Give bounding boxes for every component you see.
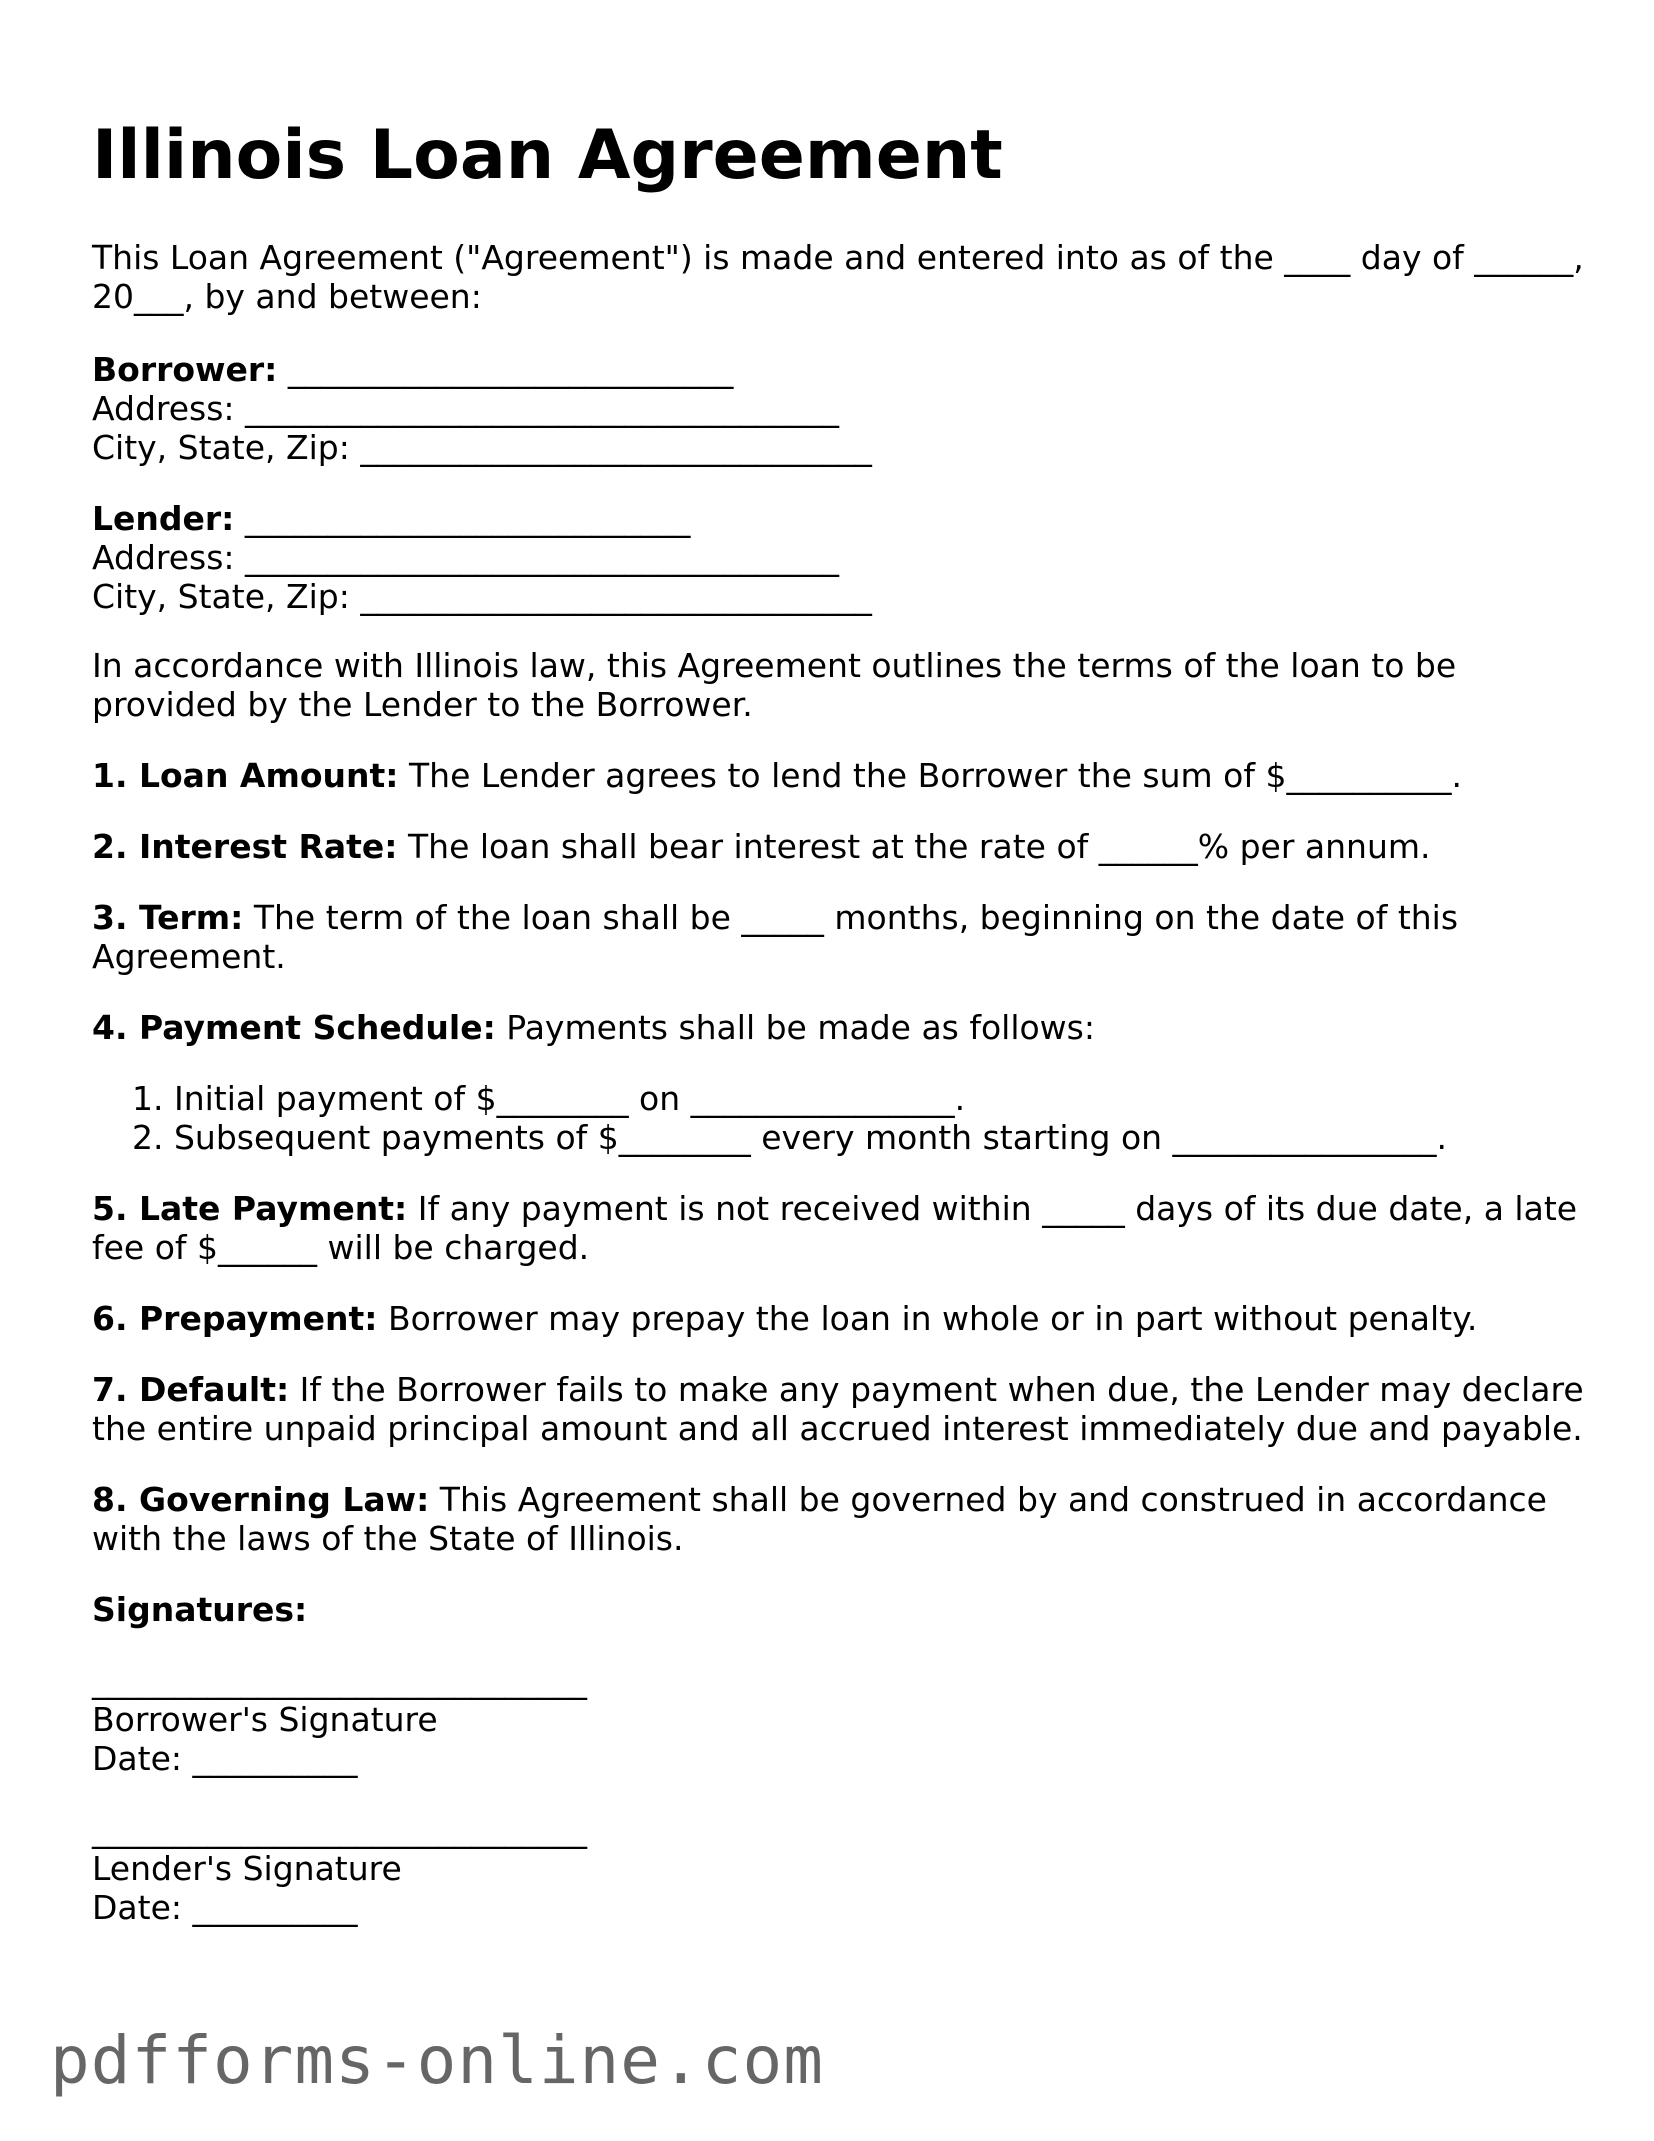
clause-4-text: Payments shall be made as follows: [495,1008,1095,1047]
clause-1-heading: 1. Loan Amount: [92,756,399,795]
clause-4-heading: 4. Payment Schedule: [92,1008,496,1047]
borrower-signature-label: Borrower's Signature [92,1700,438,1739]
accordance-line-1: In accordance with Illinois law, this Agreement outlines the terms of the loan to be [92,646,1457,685]
lender-address-line: Address: ____________________________________ [92,538,840,577]
clause-8-text: This Agreement shall be governed by and construed in accordance [429,1480,1547,1519]
borrower-address-line: Address: ____________________________________ [92,389,840,428]
watermark: pdfforms-online.com [50,2022,824,2099]
clause-8-line-2: with the laws of the State of Illinois. [92,1519,684,1558]
clause-7-heading: 7. Default: [92,1370,290,1409]
clause-3-line-2: Agreement. [92,937,286,976]
borrower-signature-line: ______________________________ [92,1661,587,1700]
clause-5-heading: 5. Late Payment: [92,1189,408,1228]
clause-default [92,1370,1584,1409]
borrower-city-line: City, State, Zip: _______________________________ [92,428,872,467]
clause-2-heading: 2. Interest Rate: [92,827,398,866]
accordance-line-2: provided by the Lender to the Borrower. [92,685,753,724]
lender-name-blank: ___________________________ [234,499,691,538]
clause-6-text: Borrower may prepay the loan in whole or in part without penalty. [377,1299,1478,1338]
clause-loan-amount [92,756,1462,795]
signatures-heading: Signatures: [92,1590,308,1629]
clause-8-heading: 8. Governing Law: [92,1480,430,1519]
clause-late-payment [92,1189,1577,1228]
document-title: Illinois Loan Agreement [92,116,1003,195]
clause-payment-schedule [92,1008,1095,1047]
clause-1-text: The Lender agrees to lend the Borrower the sum of $__________. [398,756,1462,795]
payment-item-2: 2. Subsequent payments of $________ every month starting on ________________. [132,1118,1448,1157]
clause-term [92,898,1458,937]
payment-item-1: 1. Initial payment of $________ on ________________. [132,1079,966,1118]
clause-6-heading: 6. Prepayment: [92,1299,378,1338]
clause-governing-law [92,1480,1547,1519]
intro-line-2: 20___, by and between: [92,277,482,316]
clause-7-line-2: the entire unpaid principal amount and all accrued interest immediately due and payable. [92,1409,1583,1448]
clause-7-text: If the Borrower fails to make any payment when due, the Lender may declare [289,1370,1584,1409]
borrower-name-line [92,350,733,389]
lender-label: Lender: [92,499,235,538]
clause-3-text: The term of the loan shall be _____ months, beginning on the date of this [243,898,1459,937]
borrower-label: Borrower: [92,350,278,389]
clause-3-heading: 3. Term: [92,898,244,937]
clause-interest-rate [92,827,1431,866]
intro-line-1: This Loan Agreement ("Agreement") is made and entered into as of the ____ day of ______, [92,238,1584,277]
clause-5-text: If any payment is not received within _____ days of its due date, a late [407,1189,1578,1228]
borrower-signature-date: Date: __________ [92,1739,358,1778]
lender-city-line: City, State, Zip: _______________________________ [92,577,872,616]
clause-prepayment [92,1299,1477,1338]
clause-2-text: The loan shall bear interest at the rate of ______% per annum. [397,827,1431,866]
lender-name-line [92,499,690,538]
borrower-name-blank: ___________________________ [277,350,734,389]
lender-signature-date: Date: __________ [92,1888,358,1927]
clause-5-line-2: fee of $______ will be charged. [92,1228,590,1267]
lender-signature-line: ______________________________ [92,1810,587,1849]
lender-signature-label: Lender's Signature [92,1849,402,1888]
